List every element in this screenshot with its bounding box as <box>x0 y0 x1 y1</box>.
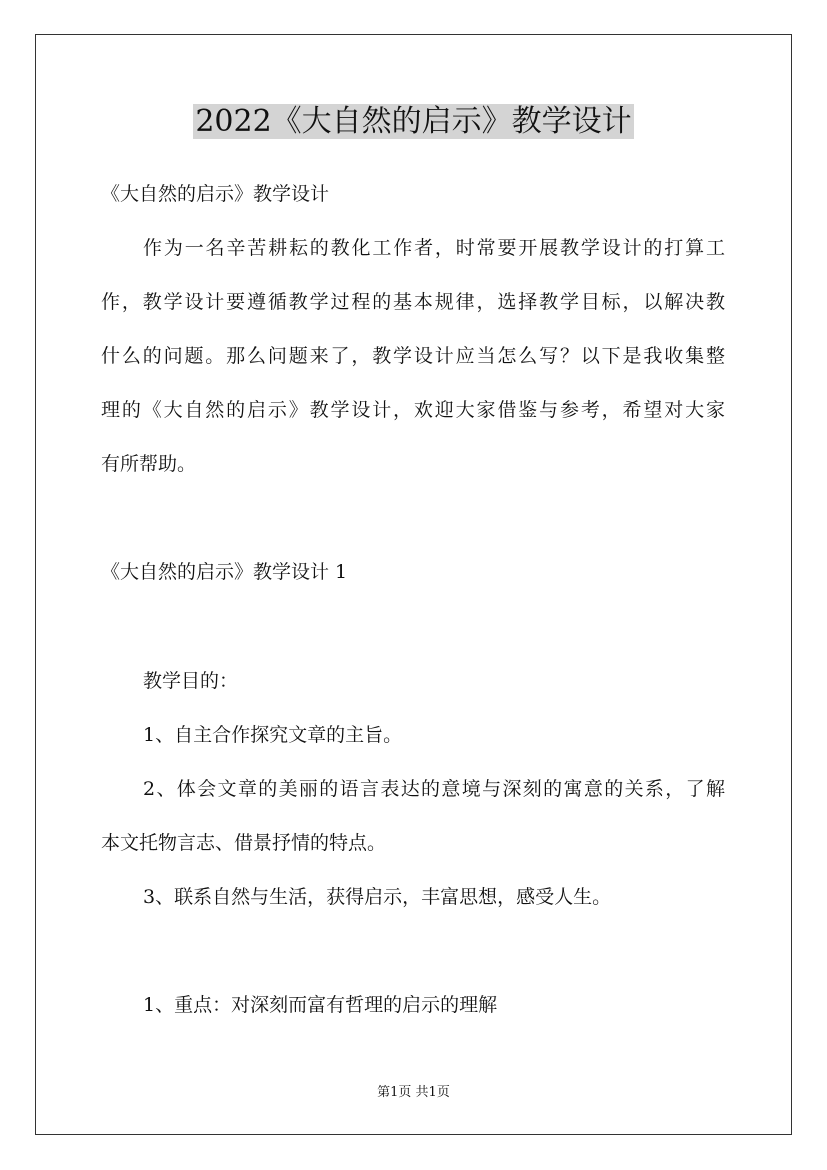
section-heading: 《大自然的启示》教学设计 1 <box>101 561 348 583</box>
document-title-text: 2022《大自然的启示》教学设计 <box>195 104 632 139</box>
document-title <box>0 100 827 144</box>
key-point: 1、重点：对深刻而富有哲理的启示的理解 <box>143 994 498 1016</box>
objective-item-3: 3、联系自然与生活，获得启示，丰富思想，感受人生。 <box>143 886 612 908</box>
intro-paragraph-line: 有所帮助。 <box>101 453 197 475</box>
intro-paragraph-line: 什么的问题。那么问题来了，教学设计应当怎么写？以下是我收集整 <box>101 345 725 367</box>
objective-item-1: 1、自主合作探究文章的主旨。 <box>143 724 403 746</box>
intro-paragraph-line: 作，教学设计要遵循教学过程的基本规律，选择教学目标，以解决教 <box>101 291 725 313</box>
page-footer: 第1页 共1页 <box>377 1085 450 1100</box>
intro-paragraph-line: 理的《大自然的启示》教学设计，欢迎大家借鉴与参考，希望对大家 <box>101 399 725 421</box>
document-subtitle: 《大自然的启示》教学设计 <box>101 183 330 205</box>
intro-paragraph-line: 作为一名辛苦耕耘的教化工作者，时常要开展教学设计的打算工 <box>143 237 725 259</box>
objective-item-2: 2、体会文章的美丽的语言表达的意境与深刻的寓意的关系，了解 <box>143 778 725 800</box>
objective-item-2-continued: 本文托物言志、借景抒情的特点。 <box>101 832 387 854</box>
objectives-label: 教学目的： <box>143 670 239 692</box>
